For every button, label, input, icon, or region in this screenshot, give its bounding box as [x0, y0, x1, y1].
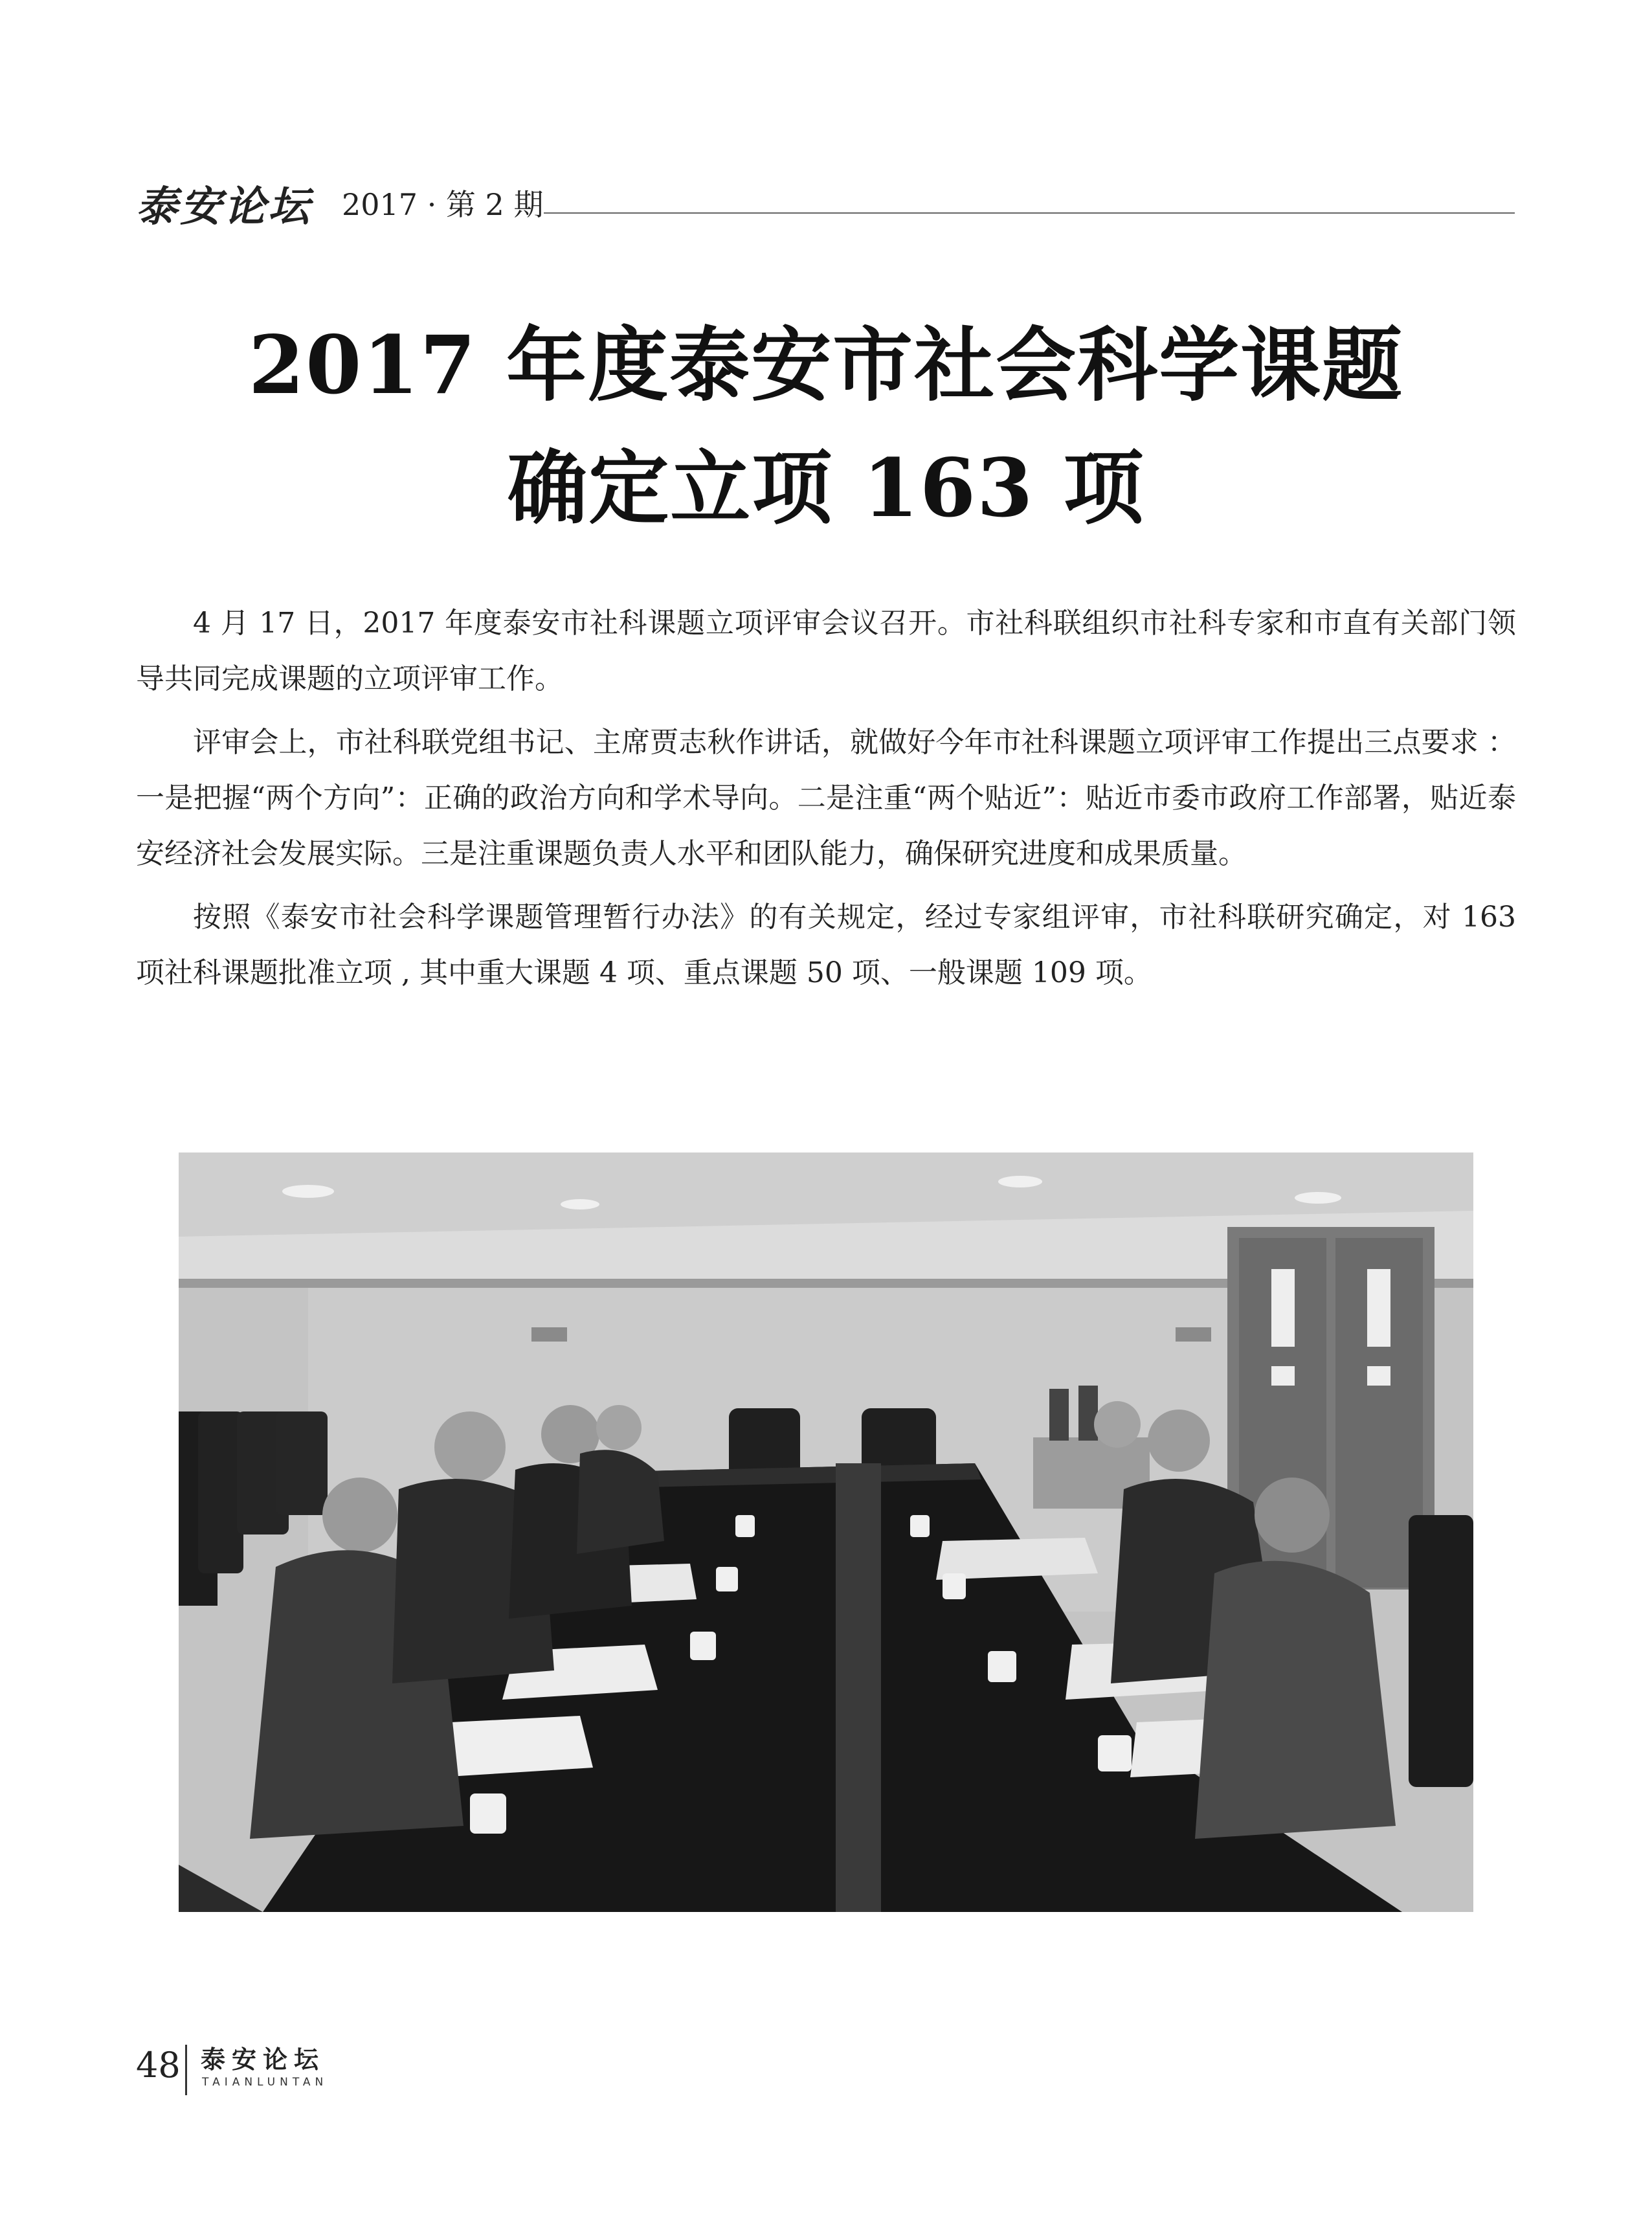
page-number: 48	[136, 2045, 181, 2085]
meeting-photo	[179, 1152, 1473, 1912]
header-rule	[544, 212, 1515, 214]
title-line-1: 2017 年度泰安市社会科学课题	[248, 319, 1404, 412]
article-title	[129, 304, 1523, 550]
issue-label: 2017 · 第 2 期	[342, 187, 544, 222]
footer-separator	[185, 2045, 187, 2095]
paragraph-1: 4 月 17 日，2017 年度泰安市社科课题立项评审会议召开。市社科联组织市社科专家和市直有关部门领导共同完成课题的立项评审工作。	[136, 607, 1516, 695]
footer-magazine-pinyin: TAIANLUNTAN	[202, 2076, 328, 2089]
article-body	[136, 596, 1516, 1009]
paragraph-2: 评审会上，市社科联党组书记、主席贾志秋作讲话，就做好今年市社科课题立项评审工作提出三点要求 ：一是把握“两个方向”：正确的政治方向和学术导向。二是注重“两个贴近”：贴近市委市政府工作部署，贴近泰安经济社会发展实际。三是注重课题负责人水平和团队能力，确保研究进度和成果质量。	[136, 726, 1516, 870]
paragraph-3: 按照《泰安市社会科学课题管理暂行办法》的有关规定，经过专家组评审，市社科联研究确定，对 163 项社科课题批准立项 , 其中重大课题 4 项、重点课题 50 项、一般课题 109 项。	[136, 901, 1516, 989]
running-header	[136, 170, 1515, 231]
page-footer	[136, 2032, 524, 2103]
magazine-logo: 泰安论坛	[136, 183, 312, 231]
title-line-2: 确定立项 163 项	[507, 442, 1145, 535]
footer-magazine-name: 泰安论坛	[201, 2045, 326, 2074]
